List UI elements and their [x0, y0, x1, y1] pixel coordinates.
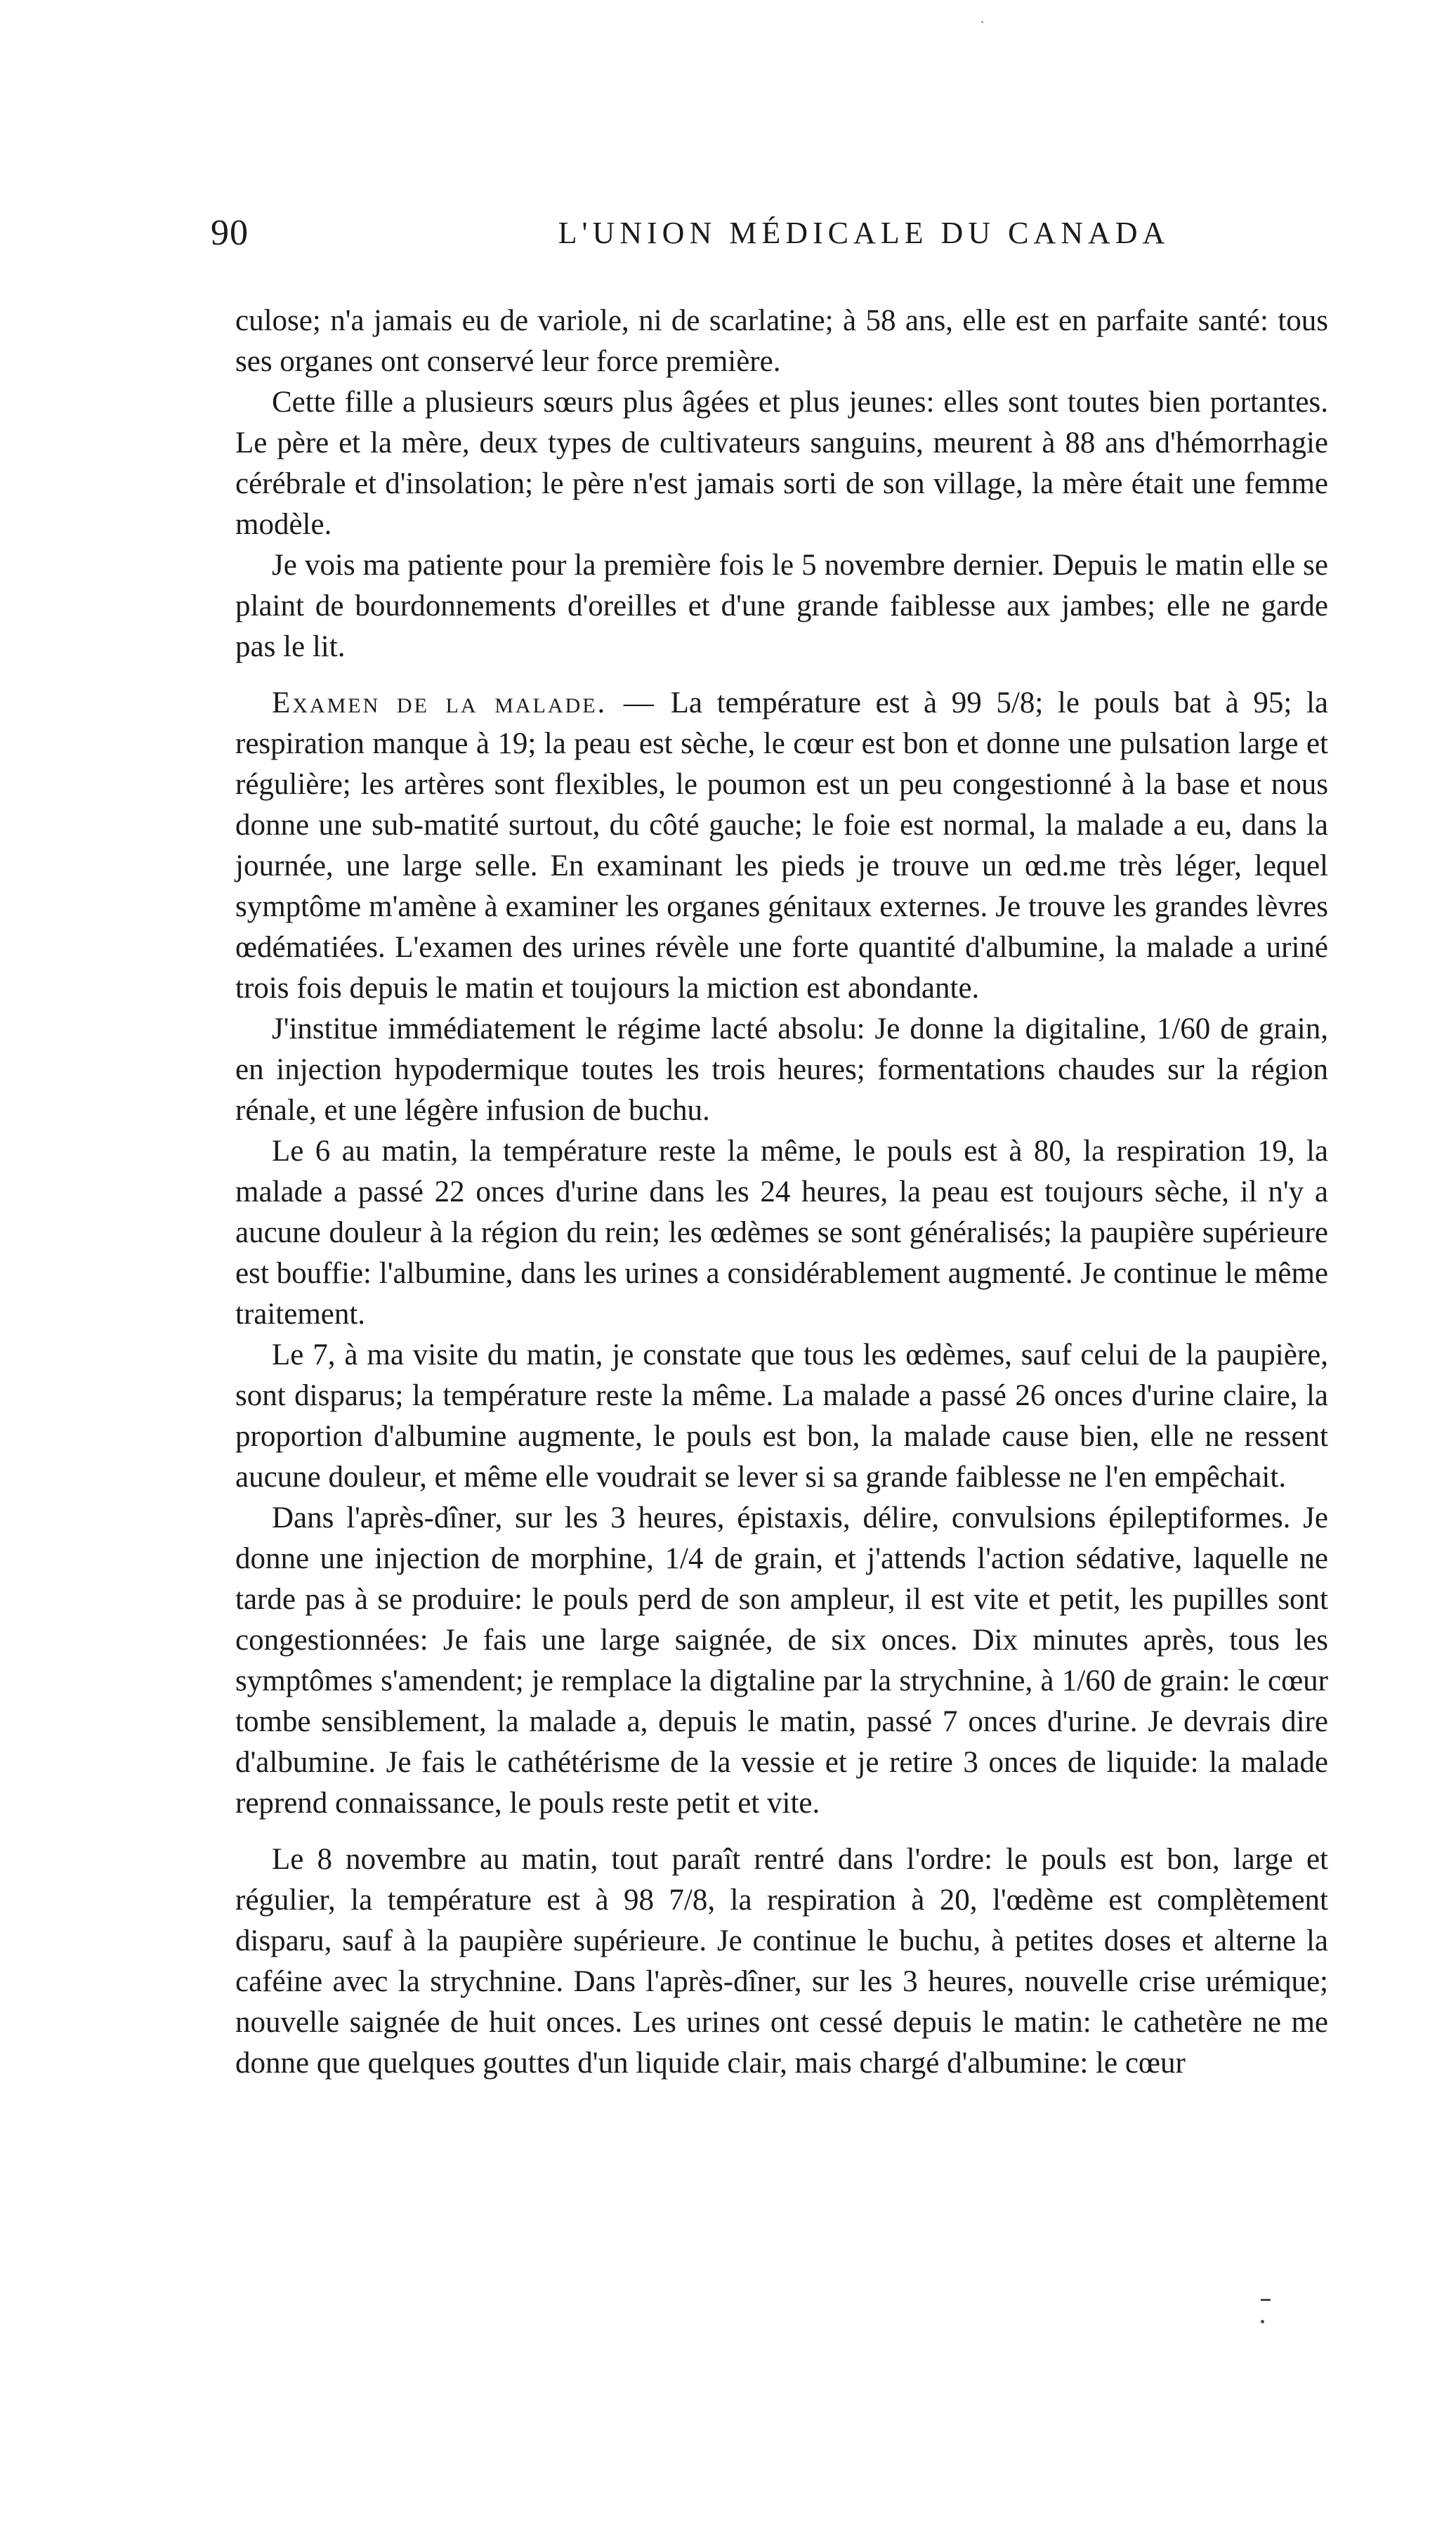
paragraph: Le 6 au matin, la température reste la même, le pouls est à 80, la respiration 19, la malade a passé 22 onces d'urine dans les 24 heures, la peau est toujours sèche, il n'y a aucune douleur à la région du rein; les œdèmes se sont généralisés; la paupière supérieure est bouffie: l'albumine, dans les urines a considérablement augmenté. Je continue le même traitement. [235, 1135, 1328, 1331]
scan-mark [1261, 2320, 1264, 2323]
article-body [235, 301, 1328, 2084]
page-header [211, 205, 1334, 261]
paragraph: Je vois ma patiente pour la première fois le 5 novembre dernier. Depuis le matin elle se plaint de bourdonnements d'oreilles et d'une grande faiblesse aux jambes; elle ne garde pas le lit. [235, 549, 1328, 663]
page-number: 90 [211, 213, 249, 253]
scan-mark [1261, 2299, 1271, 2301]
paragraph: Dans l'après-dîner, sur les 3 heures, épistaxis, délire, convulsions épileptiformes. Je donne une injection de morphine, 1/4 de grain, et j'attends l'action sédative, laquelle ne tarde pas à se produire: le pouls perd de son ampleur, il est vite et petit, les pupilles sont congestionnées: Je fais une large saignée, de six onces. Dix minutes après, tous les symptômes s'amendent; je remplace la digtaline par la strychnine, à 1/60 de grain: le cœur tombe sensiblement, la malade a, depuis le matin, passé 7 onces d'urine. Je devrais dire d'albumine. Je fais le cathétérisme de la vessie et je retire 3 onces de liquide: la malade reprend connaissance, le pouls reste petit et vite. [235, 1501, 1328, 1820]
paragraph: Le 7, à ma visite du matin, je constate que tous les œdèmes, sauf celui de la paupière, sont disparus; la température reste la même. La malade a passé 26 onces d'urine claire, la proportion d'albumine augmente, le pouls est bon, la malade cause bien, elle ne ressent aucune douleur, et même elle voudrait se lever si sa grande faiblesse ne l'en empêchait. [235, 1338, 1328, 1494]
running-title: L'UNION MÉDICALE DU CANADA [558, 216, 1170, 250]
paragraph: J'institue immédiatement le régime lacté absolu: Je donne la digitaline, 1/60 de grain, en injection hypodermique toutes les trois heures; formentations chaudes sur la région rénale, et une légère infusion de buchu. [235, 1012, 1328, 1127]
paragraph: Cette fille a plusieurs sœurs plus âgées et plus jeunes: elles sont toutes bien portantes. Le père et la mère, deux types de cultivateurs sanguins, meurent à 88 ans d'hémorrhagie cérébrale et d'insolation; le père n'est jamais sorti de son village, la mère était une femme modèle. [235, 386, 1328, 541]
scan-speck [981, 21, 983, 23]
paragraph: Le 8 novembre au matin, tout paraît rentré dans l'ordre: le pouls est bon, large et régulier, la température est à 98 7/8, la respiration à 20, l'œdème est complètement disparu, sauf à la paupière supérieure. Je continue le buchu, à petites doses et alterne la caféine avec la strychnine. Dans l'après-dîner, sur les 3 heures, nouvelle crise urémique; nouvelle saignée de huit onces. Les urines ont cessé depuis le matin: le cathetère ne me donne que quelques gouttes d'un liquide clair, mais chargé d'albumine: le cœur [235, 1843, 1328, 2080]
paragraph-text: La température est à 99 5/8; le pouls bat à 95; la respiration manque à 19; la peau est sèche, le cœur est bon et donne une pulsation large et régulière; les artères sont flexibles, le poumon est un peu congestionné à la base et nous donne une sub-matité surtout, du côté gauche; le foie est normal, la malade a eu, dans la journée, une large selle. En examinant les pieds je trouve un œd.me très léger, lequel symptôme m'amène à examiner les organes génitaux externes. Je trouve les grandes lèvres œdématiées. L'examen des urines révèle une forte quantité d'albumine, la malade a uriné trois fois depuis le matin et toujours la miction est abondante. [235, 686, 1329, 1005]
paragraph-examination [235, 683, 1328, 1009]
section-heading: Examen de la malade. — [272, 686, 656, 719]
paragraph: culose; n'a jamais eu de variole, ni de scarlatine; à 58 ans, elle est en parfaite santé: tous ses organes ont conservé leur force première. [235, 304, 1328, 378]
